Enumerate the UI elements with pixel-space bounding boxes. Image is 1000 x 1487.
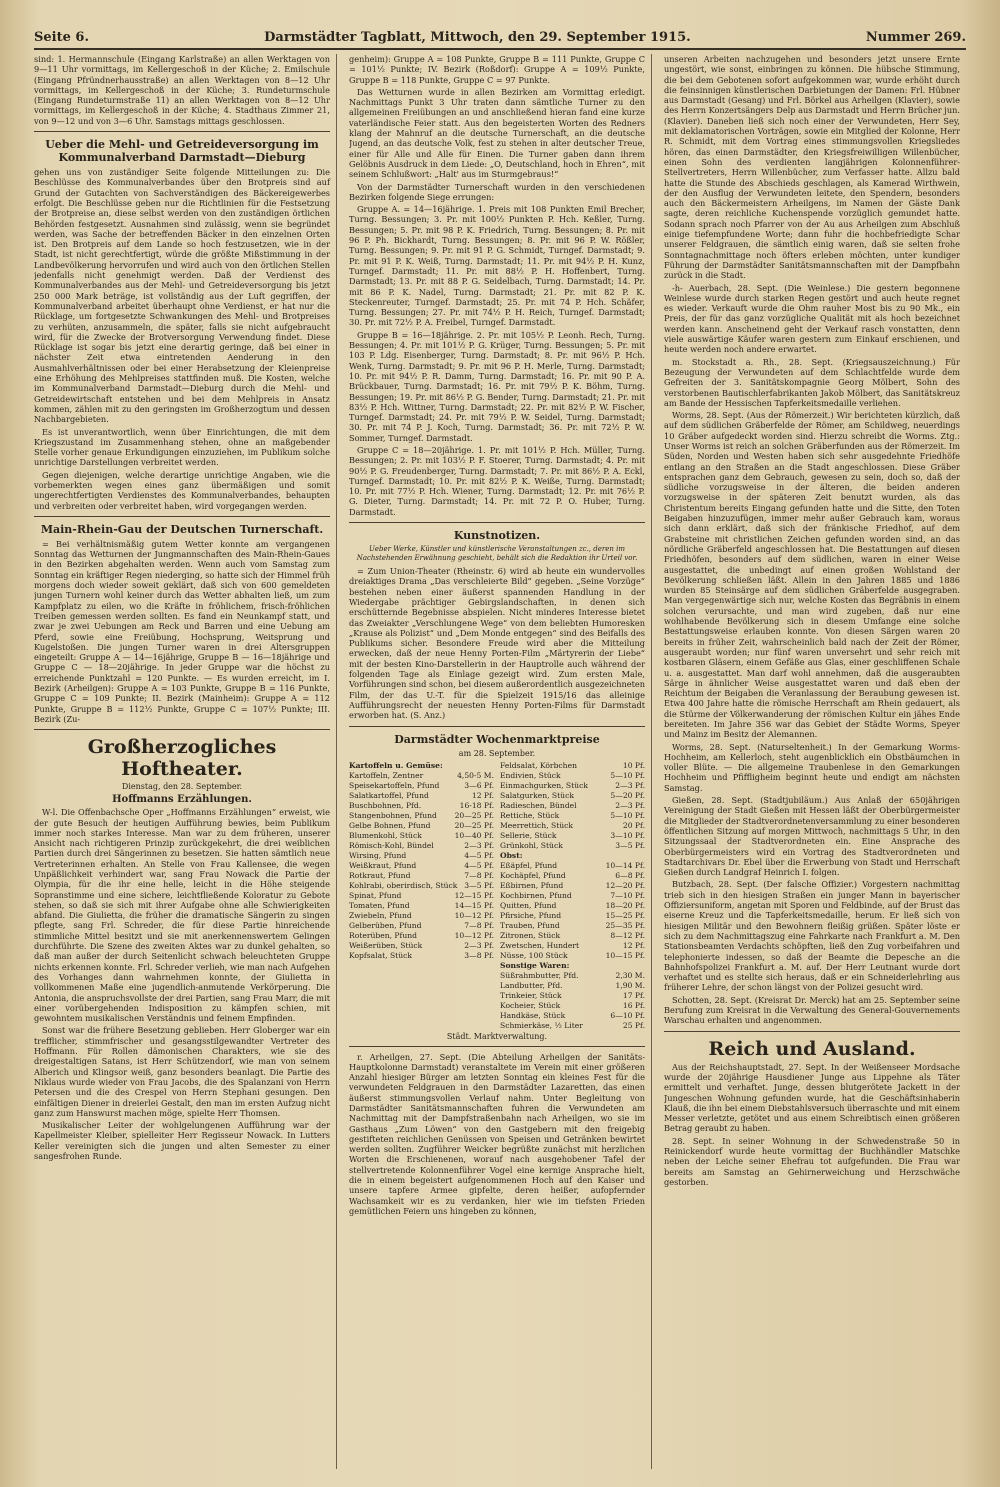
price-row (349, 931, 494, 941)
price-item-name: Salatgurken, Stück (500, 790, 574, 800)
price-item-name: Gelberüben, Pfund (349, 920, 422, 930)
price-item-name: Speisekartoffeln, Pfund (349, 780, 440, 790)
price-row (349, 951, 494, 961)
gruppe-b: Gruppe B = 16—18jährige. 2. Pr. mit 105½ P. Leonh. Rech, Turng. Bessungen; 4. Pr. mit 101½ P. G. Krüger, Turng. Bessungen; 5. Pr. mit 103 P. Ldg. Eisenberger, Turng. Darmstadt; 8. Pr. mit 96½ P. Hch. Wenk, Turng. Darmstadt; 9. Pr. mit 96 P. H. Merle, Turng. Darmstadt; 10. Pr. mit 94½ P. R. Damm, Turng. Darmstadt; 16. Pr. mit 90 P. A. Brückbauer, Turng. Darmstadt; 16. Pr. mit 79½ P. K. Böhm, Turng. Bessungen; 19. Pr. mit 86½ P. G. Bender, Turng. Darmstadt; 21. Pr. mit 83½ P. Hch. Wittner, Turng. Darmstadt; 22. Pr. mit 82½ P. W. Fischer, Turngef. Darmstadt; 24. Pr. mit 79½ P. W. Seidel, Turng. Darmstadt; 30. Pr. mit 74 P. J. Koch, Turng. Darmstadt; 36. Pr. mit 72½ P. W. Sommer, Turngef. Darmstadt. (349, 329, 645, 443)
mehl-heading: Ueber die Mehl- und Getreideversorgung im Kommunalverband Darmstadt—Dieburg (45, 138, 319, 165)
price-item-value: 5—10 Pf. (610, 770, 645, 780)
price-row (500, 1001, 645, 1011)
price-row (349, 851, 494, 861)
price-item-value: 7—8 Pf. (464, 870, 494, 880)
price-item-name: Salatkartoffel, Pfund (349, 790, 429, 800)
intro-paragraph: sind: 1. Hermannschule (Eingang Karlstraße) an allen Werktagen von 9—11 Uhr vormittags, im Kellergeschoß in der Küche; 2. Emilschule (Eingang Pfründnerhausstraße) an allen Werktagen von 8—12 Uhr vormittags, im Kellergeschoß in der Küche; 3. Rundeturmschule (Eingang Rundeturmstraße 11) an allen Werktagen von 8—12 Uhr vormittags, im Kellergeschoß in der Küche; 4. Stadthaus Zimmer 21, von 9—12 und von 3—6 Uhr. Samstags mittags geschlossen. (34, 54, 330, 126)
price-row (500, 921, 645, 931)
column-3 (664, 54, 966, 1469)
price-row (500, 811, 645, 821)
worms-paragraph: Worms, 28. Sept. (Aus der Römerzeit.) Wir berichteten kürzlich, daß auf dem südlichen Gräberfelde der Römer, am Schildweg, neuerdings 10 Gräber aufgedeckt worden sind. Hierzu schreibt die Worms. Ztg.: Unser Worms ist reich an solchen Gräberfunden aus der Römerzeit. Im Süden, Norden und Westen haben sich sehr ausgedehnte Friedhöfe entlang an den Straßen an die Stadt angeschlossen. Diese Gräber entsprachen ganz dem Gebrauch, gewesen zu sein, doch so, daß der südliche vorzugsweise in der älteren, die beiden anderen vorzugsweise in der späteren Zeit benutzt wurden, als das Christentum bereits Eingang gefunden hatte und die Sitte, den Toten Beigaben hinzuzufügen, immer mehr außer Gebrauch kam, woraus sich dann erklärt, daß sich der fränkische Friedhof, auf dem Grabsteine mit christlichen Zeichen gefunden worden sind, an das nördliche Gräberfeld angeschlossen hat. Die Bestattungen auf diesen Friedhöfen, besonders auf dem südlichen, waren in einer Weise ausgestattet, die unbedingt auf einen großen Wohlstand der Bevölkerung schließen läßt. Allein in den Jahren 1885 und 1886 wurden 85 Steinsärge auf dem südlichen Gräberfelde ausgegraben. Man vergegenwärtige sich nur, welche Kosten das Begräbnis in einem solchen verursachte, und man wird zugeben, daß nur eine wohlhabende Bevölkerung sich in diesem Umfange eine solche Bestattungsweise erlauben konnte. Von diesen Särgen waren 20 bereits in früher Zeit, wahrscheinlich bald nach der Zeit der Römer, ausgeraubt worden; nur fünf waren unversehrt und sehr reich mit kostbaren Gläsern, einem Gefäße aus Glas, einer geschliffenen Schale u. a. ausgestattet. Man darf wohl annehmen, daß die ausgeraubten Särge in ähnlicher Weise ausgestattet waren und daß eben der Reichtum der Beigaben die Veranlassung der Beraubung gewesen ist. Etwa 400 Jahre hatte die römische Herrschaft am Rhein gedauert, als die Stürme der Völkerwanderung der römischen Kultur ein jähes Ende bereiteten. Im Jahre 356 war das Gebiet der Städte Worms, Speyer und Mainz im Besitz der Alemannen. (664, 410, 960, 740)
arheilgen-continued: unseren Arbeiten nachzugehen und besonders jetzt unsere Ernte ungestört, wie sonst, einbringen zu können. Die hübsche Stimmung, die bei dem Gebotenen sofort aufgekommen war, wurde erhöht durch die feinsinnigen künstlerischen Darbietungen der Damen: Frl. Hübner aus Darmstadt (Gesang) und Frl. Börkel aus Arheilgen (Klavier), sowie des Herrn Konzertsängers Delp aus Darmstadt und Herrn Brücher jun. (Klavier). Daneben ließ sich noch einer der Verwundeten, Herr Sey, mit deklamatorischen Vorträgen, sowie ein Mitglied der Kolonne, Herr R. Schmidt, mit dem Vortrag eines stimmungsvollen Kriegsliedes hören, das einen Darmstädter, den Kriegsfreiwilligen Willenbücher, einen Sohn des verdienten langjährigen Kolonnenführer-Stellvertreters, Herrn Willenbücher, zum Verfasser hatte. Allzu bald hatte die Stunde des Abschieds geschlagen, als Kamerad Wirthwein, der den Ausflug der Verwundeten leitete, den Spendern, besonders auch den Bäckermeistern Arheilgens, im Namen der Gäste Dank sagte, deren reichliche Kuchenspende vorzüglich gemundet hatte. Sodann sprach noch Pfarrer von der Au aus Arheilgen zum Abschluß einige tiefempfundene Worte; dann fuhr die hochbefriedigte Schar unserer Feldgrauen, die sämtlich einig waren, daß sie selten frohe Sonntagnachmittage noch öfters erleben möchten, unter kundiger Führung der Darmstädter Sanitätsmannschaften mit der Dampfbahn zurück in die Stadt. (664, 54, 960, 281)
price-item-name: Buschbohnen, Pfd. (349, 800, 422, 810)
price-item-value: 2—3 Pf. (464, 940, 494, 950)
price-item-name: Kohlrabi, oberirdisch, Stück (349, 880, 458, 890)
price-row (500, 971, 645, 981)
price-row (500, 871, 645, 881)
price-item-name: Landbutter, Pfd. (500, 980, 563, 990)
price-item-name: Quitten, Pfund (500, 900, 557, 910)
price-item-name: Einmachgurken, Stück (500, 780, 588, 790)
price-item-name: Schmierkäse, ½ Liter (500, 1020, 583, 1030)
price-item-name: Kopfsalat, Stück (349, 950, 412, 960)
kunst-heading: Kunstnotizen. (453, 529, 541, 543)
price-row (500, 821, 645, 831)
auerbach-paragraph: -h- Auerbach, 28. Sept. (Die Weinlese.) Die gestern begonnene Weinlese wurde durch starken Regen gestört und auch heute regnet es wieder. Verkauft wurde die Ohm rauher Most bis zu 90 Mk., ein Preis, der für das ganz vorzügliche Qualität mit als hoch bezeichnet werden kann. Anscheinend geht der Verkauf rasch vonstatten, denn viele auswärtige Käufer waren gestern zum Einkauf erschienen, und heute werden noch andere erwartet. (664, 282, 960, 355)
price-table (349, 761, 645, 1031)
divider (34, 516, 330, 517)
theater-title: Hoffmanns Erzählungen. (112, 794, 252, 806)
price-item-name: Obst: (500, 850, 523, 860)
price-row (349, 831, 494, 841)
price-row (500, 951, 645, 961)
price-row (349, 861, 494, 871)
price-item-name: Eßbirnen, Pfund (500, 880, 564, 890)
price-row (500, 981, 645, 991)
price-item-value: 4,50-5 M. (457, 770, 494, 780)
price-item-name: Kochbirnen, Pfund (500, 890, 572, 900)
price-row (349, 941, 494, 951)
price-item-value: 12—20 Pf. (605, 880, 645, 890)
gruppe-c: Gruppe C = 18—20jährige. 1. Pr. mit 101½ P. Hch. Müller, Turng. Bessungen; 2. Pr. mit 103½ P. F. Stoerer, Turng. Darmstadt; 4. Pr. mit 90½ P. G. Freudenberger, Turng. Darmstadt; 7. Pr. mit 86½ P. A. Eckl, Turngef. Darmstadt; 10. Pr. mit 82½ P. K. Weiße, Turng. Darmstadt; 10. Pr. mit 77½ P. Hch. Wiener, Turng. Darmstadt; 12. Pr. mit 76½ P. G. Dieter, Turng. Darmstadt; 14. Pr. mit 72 P. O. Huber, Turng. Darmstadt. (349, 444, 645, 517)
price-item-value: 25 Pf. (622, 1020, 645, 1030)
price-item-name: Meerrettich, Stück (500, 820, 574, 830)
price-item-value: 16-18 Pf. (459, 800, 494, 810)
price-item-value: 20—25 Pf. (454, 810, 494, 820)
price-item-name: Stangenbohnen, Pfund (349, 810, 437, 820)
price-item-name: Blumenkohl, Stück (349, 830, 422, 840)
turn-heading: Main-Rhein-Gau der Deutschen Turnerschaft. (40, 522, 324, 536)
price-item-value: 3—5 Pf. (464, 880, 494, 890)
price-item-value: 1,90 M. (615, 980, 645, 990)
mehl-paragraph: Es ist unverantwortlich, wenn über Einrichtungen, die mit dem Kriegszustand im Zusammenhang stehen, ohne an maßgebender Stelle vorher genaue Erkundigungen einzuziehen, im Publikum solche unrichtige Darstellungen verbreitet werden. (34, 426, 330, 468)
price-item-value: 15—25 Pf. (605, 910, 645, 920)
price-item-value: 2—3 Pf. (464, 840, 494, 850)
price-item-name: Rettiche, Stück (500, 810, 560, 820)
price-item-value: 14—15 Pf. (454, 900, 494, 910)
divider (349, 1046, 645, 1047)
issue-number: Nummer 269. (865, 30, 966, 45)
price-item-value: 20 Pf. (622, 820, 645, 830)
price-item-value: 17 Pf. (622, 990, 645, 1000)
price-item-name: Weißerüben, Stück (349, 940, 423, 950)
price-item-value: 10—12 Pf. (454, 910, 494, 920)
price-item-name: Weißkraut, Pfund (349, 860, 417, 870)
worms2-paragraph: Worms, 28. Sept. (Naturseltenheit.) In der Gemarkung Worms-Hochheim, am Kellerloch, steht augenblicklich ein Obstbäumchen in voller Blüte. — Die allgemeine Traubenlese in den Gemarkungen Hochheim und Pfiffligheim beginnt heute und endigt am nächsten Samstag. (664, 741, 960, 793)
theater-paragraph: W-l. Die Offenbachsche Oper „Hoffmanns Erzählungen“ erweist, wie der gute Besuch der heutigen Aufführung bewies, beim Publikum immer noch starkes Interesse. Man war zu dem früheren, unserer Ansicht nach richtigeren Prinzip zurückgekehrt, die drei weiblichen Partien durch drei Sängerinnen zu besetzen. Sie hatten sämtlich neue Vertreterinnen erhalten. An Stelle von Frau Kallensee, die wegen Unpäßlichkeit verhindert war, sang Frau Nowack die Partie der Olympia, für die ihr eine helle, leicht in die Höhe steigende Sopranstimme und eine sichere, leichtfließende Koloratur zu Gebote stehen, so daß sie sich mit ihrer Aufgabe ohne alle Schwierigkeiten abfand. Die Giulietta, die früher die dramatische Sängerin zu singen pflegte, sang Frl. Schreder, die für diese Partie hinreichende stimmliche Mittel besitzt und sie mit anerkennenswertem Gelingen durchführte. Die Szene des zweiten Aktes war zu dunkel gehalten, so daß man außer der durch Seitenlicht schwach beleuchteten Gruppe nichts erkennen konnte. Frl. Schreder verlieh, wie man nach Aufgehen des Vorhanges dann wahrnehmen konnte, der Giulietta in vollkommenen Maße eine jugendlich-anmutende Verkörperung. Die Antonia, die anspruchsvollste der drei Partien, sang Frau Marr, die mit einer vorübergehenden Indisposition zu kämpfen schien, mit gewohntem musikalischen Verständnis und feinem Empfinden. (34, 807, 330, 1024)
price-row (500, 991, 645, 1001)
price-row (349, 781, 494, 791)
price-row (349, 791, 494, 801)
price-column-right (500, 761, 645, 1031)
reich-heading: Reich und Ausland. (708, 1037, 916, 1060)
turn-paragraph: Von der Darmstädter Turnerschaft wurden in den verschiedenen Bezirken folgende Siege errungen: (349, 181, 645, 202)
price-item-name: Pfirsiche, Pfund (500, 910, 562, 920)
price-item-name: Sellerie, Stück (500, 830, 557, 840)
price-row (500, 771, 645, 781)
price-item-name: Handkäse, Stück (500, 1010, 566, 1020)
price-row (349, 811, 494, 821)
price-row (349, 801, 494, 811)
price-item-name: Trauben, Pfund (500, 920, 560, 930)
price-row (500, 961, 645, 971)
price-item-value: 25—35 Pf. (605, 920, 645, 930)
price-item-value: 2—3 Pf. (615, 780, 645, 790)
price-item-value: 5—20 Pf. (610, 790, 645, 800)
mehl-paragraph: gehen uns von zuständiger Seite folgende Mitteilungen zu: Die Beschlüsse des Kommunalverbandes über den Brotpreis sind auf Grund der Gutachten von Sachverständigen des Bäckereigewerbes erfolgt. Die Beschlüsse geben nur die Richtlinien für die Festsetzung der Brotpreise an, diese selbst werden von den zuständigen örtlichen Behörden festgesetzt. Ausnahmen sind zulässig, wenn sie begründet werden, was Sache der betreffenden Bäcker in den einzelnen Orten ist. Den Brotpreis auf dem Lande so hoch festzusetzen, wie in der Stadt, ist nicht gerechtfertigt, würde die größte Mißstimmung in der Landbevölkerung hervorrufen und wird auch von den örtlichen Stellen jedenfalls nicht genehmigt werden. Daß der Verdienst des Kommunalverbandes aus der Mehl- und Getreideversorgung bis jetzt 250 000 Mark beträge, ist vollständig aus der Luft gegriffen, der Kommunalverband arbeitet überhaupt ohne Verdienst, er hat nur die Rücklage, um fortgesetzte Schwankungen des Mehl- und Brotpreises zu verhüten, anzusammeln, die später, falls sie nicht aufgebraucht wird, für die Zwecke der Brotversorgung Verwendung findet. Diese Rücklage ist sogar bis jetzt eine derartig geringe, daß bei einer in nächster Zeit etwa eintretenden Aenderung in den Ausmahlverhältnissen oder bei einer Herabsetzung der Kleienpreise eine Erhöhung des Mehlpreises stattfinden muß. Die Kosten, welche im Kommunalverband Darmstadt—Dieburg durch die Mehl- und Getreidewirtschaft entstehen und bei dem Mehlpreis in Ansatz kommen, zählen mit zu den geringsten im Großherzogtum und dessen Nachbargebieten. (34, 167, 330, 425)
price-row (500, 1021, 645, 1031)
arheilgen-paragraph: r. Arheilgen, 27. Sept. (Die Abteilung Arheilgen der Sanitäts-Hauptkolonne Darmstadt) veranstaltete im Verein mit einer größeren Anzahl hiesiger Bürger am letzten Sonntag ein kleines Fest für die verwundeten Feldgrauen in den Darmstädter Lazaretten, das einen äußerst stimmungsvollen Verlauf nahm. Unter Begleitung von Darmstädter Sanitätsmannschaften fuhren die Verwundeten am Nachmittag mit der Dampfstraßenbahn nach Arheilgen, wo sie im Gasthaus „Zum Löwen“ von den Gastgebern mit den freigebig gestifteten reichlichen Genüssen von Speisen und Getränken bewirtet werden sollten. Zugführer Weicker begrüßte zunächst mit herzlichen Worten die Erschienenen, worauf nach ausgehobener Tafel der stellvertretende Kolonnenführer Vogel eine kernige Ansprache hielt, die in einem begeistert aufgenommenen Hoch auf den Kaiser und unsere tapfere Armee gipfelte, deren heißer, aufopfernder Wachsamkeit wir es zu verdanken, hier wie im tiefsten Frieden gemütlichen Feiern uns hingeben zu können, (349, 1051, 645, 1216)
price-row (500, 781, 645, 791)
price-row (349, 881, 494, 891)
divider (349, 522, 645, 523)
price-column-left (349, 761, 494, 1031)
price-row (500, 801, 645, 811)
price-row (349, 891, 494, 901)
price-item-value: 2,30 M. (615, 970, 645, 980)
price-item-value: 10 Pf. (622, 760, 645, 770)
price-row (500, 941, 645, 951)
price-item-name: Endivien, Stück (500, 770, 561, 780)
price-row (349, 771, 494, 781)
price-row (500, 901, 645, 911)
price-row (500, 841, 645, 851)
price-item-value: 8—12 Pf. (610, 930, 645, 940)
price-item-name: Tomaten, Pfund (349, 900, 410, 910)
price-item-value: 3—8 Pf. (464, 950, 494, 960)
price-item-name: Grünkohl, Stück (500, 840, 563, 850)
price-row (500, 861, 645, 871)
column-1 (34, 54, 337, 1469)
price-item-value: 10—14 Pf. (605, 860, 645, 870)
price-item-name: Kochäpfel, Pfund (500, 870, 566, 880)
price-row (500, 1011, 645, 1021)
price-row (349, 921, 494, 931)
divider (34, 729, 330, 730)
price-row (500, 911, 645, 921)
column-2 (349, 54, 652, 1469)
price-item-value: 10—15 Pf. (605, 950, 645, 960)
price-item-value: 7—8 Pf. (464, 920, 494, 930)
price-item-name: Rotkraut, Pfund (349, 870, 411, 880)
price-item-name: Roterüben, Pfund (349, 930, 417, 940)
theater-paragraph: Sonst war die frühere Besetzung geblieben. Herr Globerger war ein trefflicher, stimmfrischer und gesangsstilgewandter Vertreter des Hoffmann. Für Rollen dämonischen Charakters, wie sie des dreigestaltigen Satans, ist Herr Schützendorf, wie man von seinem Alberich und Klingsor weiß, ganz besonders beanlagt. Die Partie des Niklaus wurde wieder von Frau Jacobs, die des Spalanzani von Herrn Petersen und die des Crespel von Herrn Stephani gesungen. Den einfältigen Diener in dreierlei Gestalt, den man im ersten Aufzug nicht ganz zum Hanswurst machen möge, spielte Herr Thomsen. (34, 1025, 330, 1118)
markt-date: am 28. September. (458, 748, 536, 758)
price-row (500, 761, 645, 771)
price-row (349, 911, 494, 921)
price-row (349, 821, 494, 831)
kunst-note: Ueber Werke, Künstler und künstlerische Veranstaltungen zc., deren im Nachstehenden Erwähnung geschieht, behält sich die Redaktion ihr Urteil vor. (356, 545, 638, 563)
page-number: Seite 6. (34, 30, 89, 45)
mehl-paragraph: Gegen diejenigen, welche derartige unrichtige Angaben, wie die vorbemerkten wegen eines ganz übermäßigen und somit ungerechtfertigten Verdienstes des Kommunalverbandes, behaupten und verbreiten oder verbreitet haben, wird vorgegangen werden. (34, 469, 330, 511)
price-item-value: 6—8 Pf. (615, 870, 645, 880)
price-item-value: 20—25 Pf. (454, 820, 494, 830)
giessen-paragraph: Gießen, 28. Sept. (Stadtjubiläum.) Aus Anlaß der 650jährigen Vereinigung der Stadt Gießen mit Hessen läßt der Oberbürgermeister die Mitglieder der Stadtverordnetenversammlung zu einer besonderen öffentlichen Sitzung auf morgen Mittwoch, nachmittags 5 Uhr, in den Sitzungssaal der Stadtverordneten ein. Eine Ansprache des Oberbürgermeisters wird ein Vortrag des Stadtverordneten und Stadtarchivars Dr. Ebel über die Erwerbung von Stadt und Herrschaft Gießen durch Landgraf Heinrich I. folgen. (664, 795, 960, 878)
price-item-name: Eßäpfel, Pfund (500, 860, 558, 870)
price-item-value: 12 Pf. (471, 790, 494, 800)
price-item-value: 12 Pf. (622, 940, 645, 950)
price-item-value: 3—6 Pf. (464, 780, 494, 790)
theater-heading: Großherzogliches Hoftheater. (87, 736, 277, 781)
price-row (349, 901, 494, 911)
price-item-value: 5—10 Pf. (610, 810, 645, 820)
reich-paragraph: 28. Sept. In seiner Wohnung in der Schwedenstraße 50 in Reinickendorf wurde heute vormittag der Buchhändler Matschke neben der Leiche seiner Ehefrau tot aufgefunden. Die Frau war bereits am Samstag an Gehirnerweichung und Herzschwäche gestorben. (664, 1135, 960, 1187)
kunst-paragraph: = Zum Union-Theater (Rheinstr. 6) wird ab heute ein wundervolles dreiaktiges Drama „Das verschleierte Bild“ gegeben. „Seine Vorzüge“ bestehen neben einer äußerst spannenden Handlung in der Wiedergabe prächtiger Gebirgslandschaften, in denen sich erschütternde Begebnisse abspielen. Nicht minderes Interesse bietet das Zweiakter „Verschlungene Wege“ von dem beliebten Humoresken „Krause als Polizist“ und „Dem Monde entgegen“ sind des Beifalls des Publikums sicher. Besondere Freude wird aber die Mitteilung erwecken, daß der neue Henny Porten-Film „Märtyrerin der Liebe“ mit der besten Kino-Darstellerin in der Hauptrolle auch während der folgenden Tage als Einlage gezeigt wird. Zum ersten Male, Vorführungen sind schon, bei diesem außerordentlich ausgezeichneten Film, der das U.-T. für die Spielzeit 1915/16 das alleinige Aufführungsrecht der neuesten Henny Porten-Films für Darmstadt erworben hat. (S. Anz.) (349, 566, 646, 721)
turn-continued: genheim): Gruppe A = 108 Punkte, Gruppe B = 111 Punkte, Gruppe C = 101½ Punkte; IV. Bezirk (Roßdorf): Gruppe A = 109½ Punkte, Gruppe B = 118 Punkte, Gruppe C = 97 Punkte. (349, 54, 645, 85)
price-item-name: Feldsalat, Körbchen (500, 760, 577, 770)
price-item-name: Wirsing, Pfund (349, 850, 407, 860)
theater-date: Dienstag, den 28. September. (121, 782, 243, 792)
newspaper-title: Darmstädter Tagblatt, Mittwoch, den 29. September 1915. (264, 30, 691, 45)
butzbach-paragraph: Butzbach, 28. Sept. (Der falsche Offizier.) Vorgestern nachmittag trieb sich in den hiesigen Straßen ein junger Mann in bayerischer Offiziersuniform, angetan mit Sporen und Feldbinde, auf der Brust das eiserne Kreuz und die Tapferkeitsmedaille, herum. Er ließ sich von hiesigen Militär und den Bewohnern fleißig grüßen. Später löste er sich zu dem Nachmittagszug eine Fahrkarte nach Frankfurt a. M. Den Stationsbeamten Verdachts schöpften, ließ den Zug vorbeifahren und telephonierte indessen, so daß der Beamte die Depesche an die Bahnhofspolizei Frankfurt a. M. auf. Der Herr Leutnant wurde dort verhaftet und es stellte sich heraus, daß er ein Schneiderlehrling aus früherer Lehre, der schon längst von der Polizei gesucht wird. (664, 879, 960, 993)
price-row (500, 891, 645, 901)
price-item-name: Nüsse, 100 Stück (500, 950, 568, 960)
price-item-value: 3—10 Pf. (610, 830, 645, 840)
price-item-value: 2—3 Pf. (615, 800, 645, 810)
price-item-name: Spinat, Pfund (349, 890, 402, 900)
price-row (500, 881, 645, 891)
price-item-name: Gelbe Bohnen, Pfund (349, 820, 431, 830)
divider (349, 726, 645, 727)
price-item-value: 10—40 Pf. (454, 830, 494, 840)
price-row (349, 871, 494, 881)
gruppe-a: Gruppe A. = 14—16jährige. 1. Preis mit 108 Punkten Emil Brecher, Turng. Bessungen; 3. Pr. mit 100½ Punkten P. Hch. Keßler, Turng. Bessungen; 5. Pr. mit 98 P. K. Friedrich, Turng. Bessungen; 8. Pr. mit 96 P. Ph. Bickhardt, Turng. Bessungen; 8. Pr. mit 96 P. W. Rößler, Turng. Bessungen; 9. Pr. mit 91 P. G. Schmidt, Turngef. Darmstadt; 9. Pr. mit 91 P. K. Weiß, Turng. Darmstadt; 11. Pr. mit 94½ P. H. Kunz, Turngef. Darmstadt; 11. Pr. mit 88½ P. H. Hoffenbert, Turng. Darmstadt; 13. Pr. mit 88 P. G. Seidelbach, Turng. Darmstadt; 14. Pr. mit 86 P. K. Nadel, Turng. Darmstadt; 21. Pr. mit 82 P. K. Steckenreuter, Turngef. Darmstadt; 25. Pr. mit 74 P. Hch. Schäfer, Turng. Bessungen; 27. Pr. mit 74½ P. H. Reich, Turngef. Darmstadt; 30. Pr. mit 72½ P. A. Freibel, Turngef. Darmstadt. (349, 204, 645, 328)
turn-paragraph: Das Wetturnen wurde in allen Bezirken am Vormittag erledigt. Nachmittags Punkt 3 Uhr traten dann sämtliche Turner zu den allgemeinen Freiübungen an und anschließend hieran fand eine kurze vaterländische Feier statt. Aus den begeisterten Worten des Redners klang der Mahnruf an die deutsche Turnerschaft, an die deutsche Jugend, an das deutsche Volk, fest zu stehen in alter deutscher Treue, einer für Alle und Alle für Einen. Die Turner gaben dann ihrem Gelöbnis Ausdruck in dem Liede: „O, Deutschland, hoch in Ehren“, mit seinem Schlußwort: „Halt' aus im Sturmgebraus!“ (349, 86, 645, 180)
reich-paragraph: Aus der Reichshauptstadt, 27. Sept. In der Weißenseer Mordsache wurde der 20jährige Hausdiener Junge aus Lippehne als Täter ermittelt und verhaftet. Junge, dessen blutgerötete Jackett in der Jungeschen Wohnung gefunden wurde, hat die Geschäftsinhaberin Klauß, die ihn bei einem Diebstahlsversuch überraschte und mit einem Messer verletzte, getötet und aus einem Schreibtisch einen größeren Betrag geraubt zu haben. (664, 1061, 960, 1134)
price-item-name: Sonstige Waren: (500, 960, 570, 970)
turn-paragraph: = Bei verhältnismäßig gutem Wetter konnte am vergangenen Sonntag das Wetturnen der Jungmannschaften des Main-Rhein-Gaues in den Bezirken abgehalten werden. Wenn auch vom Samstag zum Sonntag ein kräftiger Regen niederging, so hatte sich der Himmel früh morgens doch wieder soweit geklärt, daß sich von 600 gemeldeten jungen Turnern wohl keiner durch das Wetter abhalten ließ, um zum Kampfplatz zu eilen, wo die Kräfte in fröhlichem, frisch-fröhlichen Treiben gemessen werden sollten. Es fand ein Neunkampf statt, und zwar je zwei Uebungen am Reck und Barren und eine Uebung am Pferd, sowie eine Freiübung, Hochsprung, Weitsprung und Kugelstoßen. Die jungen Turner waren in drei Altersgruppen eingeteilt: Gruppe A — 14—16jährige, Gruppe B — 16—18jährige und Gruppe C — 18—20jährige. In jeder Gruppe war die höchst zu erreichende Punktzahl = 120 Punkte. — Es wurden erreicht, im I. Bezirk (Arheilgen): Gruppe A = 103 Punkte, Gruppe B = 116 Punkte, Gruppe C = 109 Punkte; II. Bezirk (Mainheim): Gruppe A = 112 Punkte, Gruppe B = 112½ Punkte, Gruppe C = 107½ Punkte; III. Bezirk (Zu- (34, 538, 330, 724)
divider (664, 1031, 960, 1032)
price-item-value: 10—12 Pf. (454, 930, 494, 940)
price-row (500, 831, 645, 841)
price-item-name: Trinkeier, Stück (500, 990, 562, 1000)
price-item-name: Zwiebeln, Pfund (349, 910, 412, 920)
price-item-value: 3—5 Pf. (615, 840, 645, 850)
theater-paragraph: Musikalischer Leiter der wohlgelungenen Aufführung war der Kapellmeister Kleiber, spielleiter Herr Regisseur Nowack. In Lutters Keller vereinigten sich die jungen und alten Semester zu einer sangesfrohen Runde. (34, 1120, 330, 1162)
price-row (500, 851, 645, 861)
price-item-value: 16 Pf. (622, 1000, 645, 1010)
price-row (500, 931, 645, 941)
price-item-value: 7—10 Pf. (610, 890, 645, 900)
price-item-value: 6—10 Pf. (610, 1010, 645, 1020)
schotten-paragraph: Schotten, 28. Sept. (Kreisrat Dr. Merck) hat am 25. September seine Berufung zum Kreisrat in die Verwaltung des General-Gouvernements Warschau erhalten und angenommen. (664, 994, 960, 1026)
price-item-name: Radieschen, Bündel (500, 800, 577, 810)
markt-heading: Darmstädter Wochenmarktpreise (394, 732, 600, 746)
price-row (349, 841, 494, 851)
price-row (500, 791, 645, 801)
price-item-name: Kartoffeln, Zentner (349, 770, 424, 780)
stockstadt-paragraph: m. Stockstadt a. Rh., 28. Sept. (Kriegsauszeichnung.) Für Bezeugung der Verwundeten auf dem Schlachtfelde wurde dem Gefreiten der 3. Sanitätskompagnie Georg Mölbert, Sohn des verstorbenen Bautischlerfabrikanten Jakob Mölbert, das Sanitätskreuz am Bande der Hessischen Tapferkeitsmedaille verliehen. (664, 356, 960, 408)
price-item-name: Kartoffeln u. Gemüse: (349, 760, 443, 770)
price-item-value: 12—15 Pf. (454, 890, 494, 900)
price-item-name: Kocheier, Stück (500, 1000, 561, 1010)
price-item-name: Zwetschen, Hundert (500, 940, 580, 950)
price-item-name: Zitronen, Stück (500, 930, 561, 940)
price-item-value: 18—20 Pf. (605, 900, 645, 910)
price-item-value: 4—5 Pf. (464, 850, 494, 860)
price-row (349, 761, 494, 771)
price-item-name: Römisch-Kohl, Bündel (349, 840, 434, 850)
markt-signature: Städt. Marktverwaltung. (446, 1031, 548, 1041)
masthead (34, 30, 966, 50)
price-item-value: 4—5 Pf. (464, 860, 494, 870)
price-item-name: Süßrahmbutter, Pfd. (500, 970, 579, 980)
divider (34, 131, 330, 132)
